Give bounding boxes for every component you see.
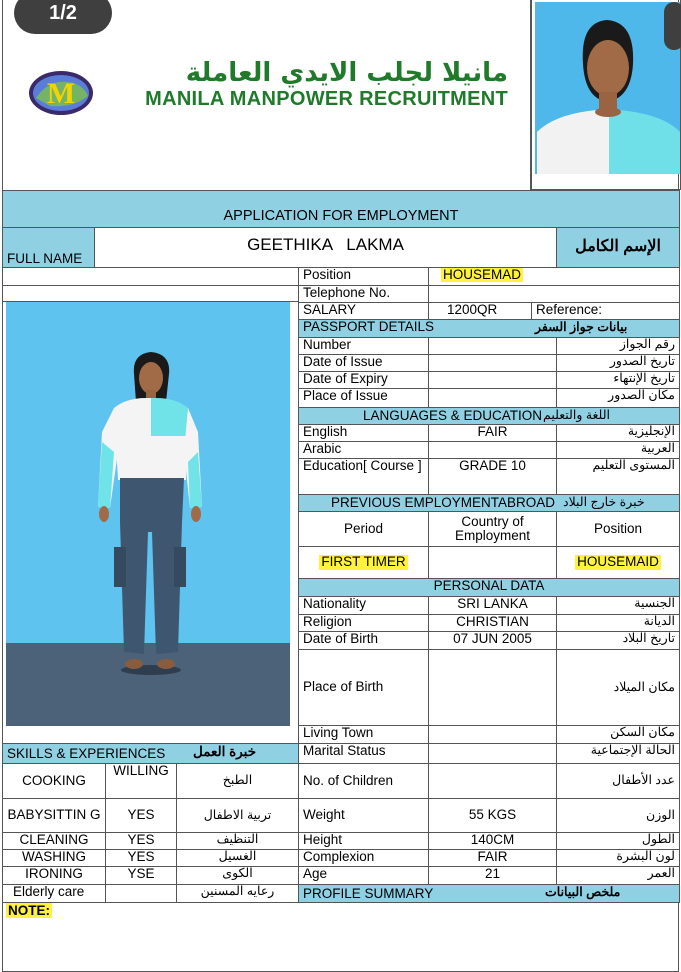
full-name-value: GEETHIKA LAKMA — [247, 235, 404, 254]
skills-header-arabic: خبرة العمل — [193, 744, 257, 759]
personal-row-arabic-text: الجنسية — [634, 596, 675, 610]
passport-header-arabic: بيانات جواز السفر — [535, 320, 628, 334]
passport-row-arabic-text: رقم الجواز — [619, 337, 675, 351]
skill-row-arabic — [176, 832, 299, 850]
personal-row-label-text: Marital Status — [303, 743, 386, 758]
passport-row-label-text: Date of Expiry — [303, 371, 388, 386]
personal-row-value — [428, 866, 557, 885]
personal-row-label-text: Date of Birth — [303, 631, 379, 646]
passport-row-arabic-text: تاريخ الصدور — [609, 354, 675, 368]
personal-row-arabic-text: العمر — [647, 866, 675, 880]
language-row-label-text: English — [303, 424, 348, 439]
personal-row-label — [298, 596, 429, 615]
language-row-value-text: FAIR — [477, 424, 508, 439]
personal-row-arabic — [556, 763, 680, 799]
skill-row-value — [105, 798, 177, 833]
personal-header-cell — [298, 578, 680, 597]
note-label: NOTE: — [8, 903, 50, 918]
passport-row-label — [298, 388, 429, 408]
skill-row-label — [2, 884, 106, 903]
passport-header: PASSPORT DETAILS — [303, 319, 435, 334]
passport-row-value — [428, 337, 557, 355]
telephone-label-cell — [298, 285, 429, 303]
telephone-label: Telephone No. — [303, 285, 391, 300]
position-value-cell — [428, 267, 680, 286]
personal-row-arabic — [556, 798, 680, 833]
profile-summary-cell — [298, 884, 680, 903]
full-name-label: FULL NAME — [7, 250, 83, 266]
personal-row-arabic — [556, 866, 680, 885]
employment-header-cell — [298, 494, 680, 512]
personal-row-arabic-text: مكان الميلاد — [613, 679, 675, 694]
skill-row-arabic — [176, 866, 299, 885]
passport-row-value — [428, 354, 557, 372]
skill-row-value — [105, 849, 177, 867]
full-name-arabic-label: الإسم الكامل — [575, 238, 661, 256]
skills-header-cell — [2, 743, 299, 764]
position-value: HOUSEMAD — [443, 267, 522, 282]
page-indicator-badge[interactable]: 1/2 — [14, 0, 112, 34]
personal-row-arabic-text: الحالة الإجتماعية — [590, 743, 675, 757]
personal-row-label — [298, 866, 429, 885]
personal-row-label-text: Nationality — [303, 596, 367, 611]
personal-row-value — [428, 614, 557, 632]
skill-row-arabic — [176, 763, 299, 799]
position-label-cell — [298, 267, 429, 286]
personal-row-label — [298, 743, 429, 764]
language-row-arabic-text: المستوى التعليم — [592, 458, 675, 472]
skill-row-label-text: IRONING — [25, 866, 83, 881]
employment-header: PREVIOUS EMPLOYMENTABROAD — [331, 495, 556, 510]
salary-value: 1200QR — [447, 302, 498, 317]
skill-row-value — [105, 763, 177, 799]
country-col-header — [428, 511, 557, 547]
personal-row-value — [428, 832, 557, 850]
profile-summary-label: PROFILE SUMMARY — [303, 886, 434, 901]
language-row-arabic — [556, 424, 680, 442]
personal-row-arabic — [556, 849, 680, 867]
personal-row-arabic-text: الوزن — [646, 807, 675, 822]
language-row-label — [298, 424, 429, 442]
passport-row-label-text: Date of Issue — [303, 354, 383, 369]
form-title-bar — [2, 190, 680, 228]
edge-tab — [664, 2, 681, 50]
employment-position-value-cell — [556, 546, 680, 579]
left-blank-row-1 — [2, 267, 299, 286]
passport-row-label — [298, 371, 429, 389]
personal-row-label-text: Age — [303, 866, 328, 881]
left-photo-cell — [2, 301, 299, 744]
skill-row-value-text: YSE — [127, 866, 155, 881]
skill-row-arabic-text: الكوى — [222, 866, 253, 880]
position-col-label: Position — [593, 520, 643, 536]
passport-row-label — [298, 337, 429, 355]
skill-row-value-text: WILLING — [113, 763, 169, 778]
skill-row-value — [105, 884, 177, 903]
skill-row-label — [2, 798, 106, 833]
period-value-cell — [298, 546, 429, 579]
personal-row-arabic-text: الديانة — [643, 614, 675, 628]
full-name-arabic-cell — [556, 227, 680, 268]
personal-row-label — [298, 631, 429, 650]
personal-row-value — [428, 743, 557, 764]
skill-row-value — [105, 832, 177, 850]
language-row-arabic-text: العربية — [640, 441, 675, 455]
employment-header-arabic: خبرة خارج البلاد — [563, 495, 645, 509]
skill-row-value-text: YES — [127, 807, 155, 823]
language-row-value-text: GRADE 10 — [459, 458, 526, 473]
personal-row-value-text: SRI LANKA — [457, 596, 528, 611]
personal-row-label — [298, 649, 429, 726]
period-col-label: Period — [343, 520, 384, 536]
period-col-header — [298, 511, 429, 547]
company-logo — [28, 70, 94, 116]
personal-row-label — [298, 849, 429, 867]
period-value: FIRST TIMER — [321, 554, 406, 570]
skill-row-label-text: BABYSITTIN G — [7, 807, 101, 823]
passport-row-arabic — [556, 388, 680, 408]
salary-value-cell — [428, 302, 532, 320]
passport-row-value — [428, 371, 557, 389]
salary-label: SALARY — [303, 302, 357, 317]
personal-row-label-text: Living Town — [303, 725, 374, 740]
language-row-value — [428, 441, 557, 459]
company-name-arabic: مانيلا لجلب الايدي العاملة — [185, 58, 508, 88]
logo-letter: M — [46, 77, 76, 110]
personal-row-value-text: CHRISTIAN — [456, 614, 529, 629]
language-row-label — [298, 458, 429, 495]
languages-header-arabic: اللغة والتعليم — [543, 408, 610, 422]
country-value-cell — [428, 546, 557, 579]
personal-row-label-text: No. of Children — [303, 772, 394, 788]
passport-row-value — [428, 388, 557, 408]
employment-position-value: HOUSEMAID — [577, 554, 659, 570]
language-row-arabic — [556, 441, 680, 459]
skill-row-arabic-text: الغسيل — [218, 849, 257, 863]
personal-row-arabic — [556, 614, 680, 632]
personal-row-value — [428, 631, 557, 650]
personal-row-value-text: 07 JUN 2005 — [453, 631, 532, 646]
personal-row-arabic-text: الطول — [641, 832, 675, 846]
personal-header: PERSONAL DATA — [433, 578, 545, 593]
personal-row-value — [428, 849, 557, 867]
telephone-value-cell — [428, 285, 680, 303]
skill-row-arabic — [176, 798, 299, 833]
language-row-label-text: Arabic — [303, 441, 342, 456]
skill-row-label — [2, 832, 106, 850]
personal-row-arabic — [556, 725, 680, 744]
personal-row-arabic-text: عدد الأطفال — [612, 773, 675, 788]
salary-label-cell — [298, 302, 429, 320]
skill-row-arabic — [176, 884, 299, 903]
photo-frame — [531, 0, 681, 190]
language-row-arabic-text: الإنجليزية — [627, 424, 675, 438]
personal-row-arabic-text: تاريخ البلاد — [622, 631, 675, 645]
personal-row-label-text: Weight — [303, 807, 345, 823]
profile-summary-arabic: ملخص البيانات — [545, 885, 621, 899]
skill-row-value-text: YES — [127, 849, 155, 864]
personal-row-value — [428, 725, 557, 744]
passport-row-label-text: Number — [303, 337, 352, 352]
passport-row-arabic-text: مكان الصدور — [608, 388, 675, 402]
personal-row-label-text: Complexion — [303, 849, 375, 864]
personal-row-label — [298, 832, 429, 850]
personal-row-value-text: FAIR — [477, 849, 508, 864]
skill-row-label-text: CLEANING — [19, 832, 89, 847]
personal-row-value — [428, 798, 557, 833]
left-blank-row-2 — [2, 285, 299, 302]
position-col-header — [556, 511, 680, 547]
personal-row-label — [298, 763, 429, 799]
skill-row-arabic-text: التنظيف — [216, 832, 259, 846]
languages-header: LANGUAGES & EDUCATION — [363, 408, 543, 423]
language-row-value — [428, 424, 557, 442]
personal-row-arabic — [556, 596, 680, 615]
personal-row-arabic-text: لون البشرة — [616, 849, 675, 863]
language-row-label — [298, 441, 429, 459]
language-row-arabic — [556, 458, 680, 495]
skills-header: SKILLS & EXPERIENCES — [7, 746, 166, 761]
skill-row-arabic-text: تربية الاطفال — [203, 807, 272, 822]
skill-row-label-text: Elderly care — [13, 884, 85, 899]
passport-row-label — [298, 354, 429, 372]
passport-row-arabic — [556, 371, 680, 389]
skill-row-label — [2, 866, 106, 885]
language-row-value — [428, 458, 557, 495]
personal-row-label — [298, 798, 429, 833]
personal-row-label-text: Height — [303, 832, 343, 847]
personal-row-label-text: Place of Birth — [303, 679, 384, 695]
skill-row-value — [105, 866, 177, 885]
skill-row-label — [2, 849, 106, 867]
personal-row-arabic — [556, 631, 680, 650]
skill-row-arabic-text: الطبخ — [222, 773, 253, 788]
passport-header-cell — [298, 319, 680, 338]
reference-cell — [531, 302, 680, 320]
skill-row-label-text: WASHING — [22, 849, 86, 864]
personal-row-label — [298, 614, 429, 632]
languages-header-cell — [298, 407, 680, 425]
personal-row-arabic — [556, 649, 680, 726]
personal-row-arabic — [556, 832, 680, 850]
personal-row-value-text: 21 — [484, 866, 501, 881]
skill-row-value-text: YES — [127, 832, 155, 847]
country-col-label: Country of Employment — [454, 513, 531, 543]
personal-row-label-text: Religion — [303, 614, 352, 629]
personal-row-label — [298, 725, 429, 744]
skill-row-arabic-text: رعايه المسنين — [200, 884, 275, 898]
passport-row-label-text: Place of Issue — [303, 388, 388, 403]
skill-row-label — [2, 763, 106, 799]
personal-row-arabic-text: مكان السكن — [610, 725, 675, 739]
personal-row-arabic — [556, 743, 680, 764]
full-name-value-cell — [94, 227, 557, 268]
position-label: Position — [303, 267, 352, 282]
passport-row-arabic — [556, 354, 680, 372]
personal-row-value — [428, 596, 557, 615]
skill-row-label-text: COOKING — [22, 772, 86, 788]
personal-row-value-text: 55 KGS — [468, 807, 517, 823]
personal-row-value — [428, 763, 557, 799]
personal-row-value-text: 140CM — [470, 832, 515, 847]
form-title: APPLICATION FOR EMPLOYMENT — [223, 207, 459, 224]
reference-label: Reference: — [536, 302, 603, 317]
full-name-label-cell — [2, 227, 95, 268]
personal-row-value — [428, 649, 557, 726]
passport-row-arabic — [556, 337, 680, 355]
language-row-label-text: Education[ Course ] — [303, 458, 422, 473]
company-name-english: MANILA MANPOWER RECRUITMENT — [145, 88, 508, 110]
passport-row-arabic-text: تاريخ الإنتهاء — [613, 371, 675, 385]
skill-row-arabic — [176, 849, 299, 867]
